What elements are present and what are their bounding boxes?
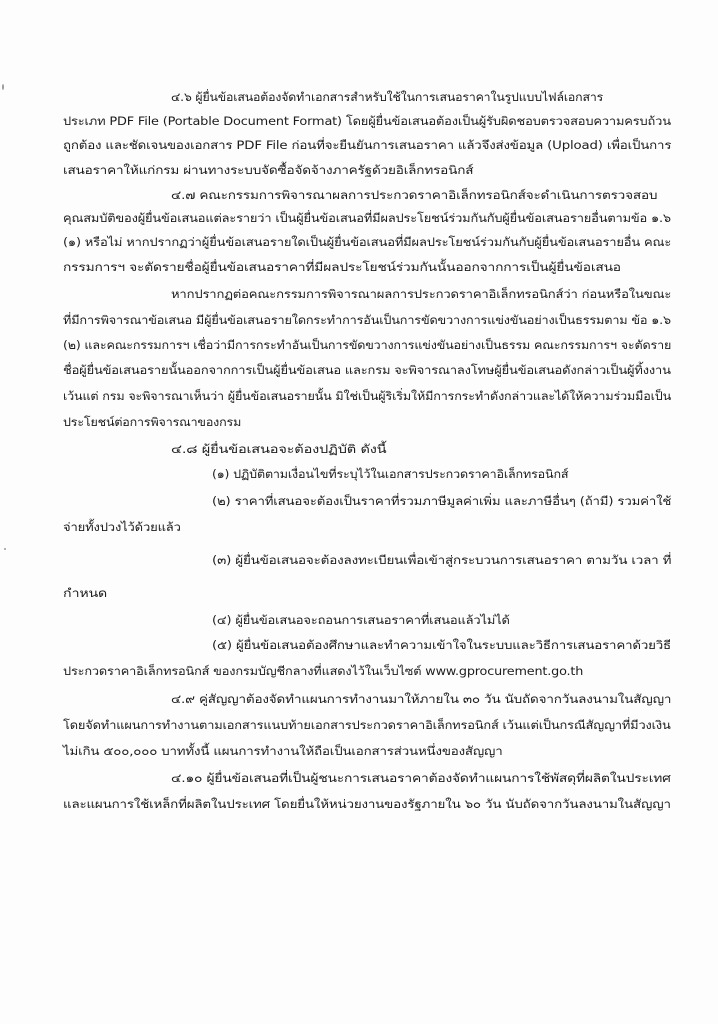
para-4-6-line-1: ๔.๖ ผู้ยื่นข้อเสนอต้องจัดทำเอกสารสำหรับใช้ในการเสนอราคาในรูปแบบไฟล์เอกสาร [171, 90, 604, 104]
para-4-6-line-4: เสนอราคาให้แก่กรม ผ่านทางระบบจัดซื้อจัดจ้างภาครัฐด้วยอิเล็กทรอนิกส์ [63, 163, 474, 177]
scan-speck [4, 548, 6, 550]
para-4-6-line-3: ถูกต้อง และชัดเจนของเอกสาร PDF File ก่อนที่จะยืนยันการเสนอราคา แล้วจึงส่งข้อมูล (Upload) เพื่อเป็นการ [63, 138, 672, 152]
item-4-8-2-line-2: จ่ายทั้งปวงไว้ด้วยแล้ว [63, 520, 181, 534]
para-4-9-line-3: ไม่เกิน ๕๐๐,๐๐๐ บาททั้งนี้ แผนการทำงานให้ถือเป็นเอกสารส่วนหนึ่งของสัญญา [63, 744, 503, 758]
para-4-7b-line-6: ประโยชน์ต่อการพิจารณาของกรม [63, 415, 242, 429]
item-4-8-2-line-1: (๒) ราคาที่เสนอจะต้องเป็นราคาที่รวมภาษีมูลค่าเพิ่ม และภาษีอื่นๆ (ถ้ามี) รวมค่าใช้ [212, 494, 672, 508]
item-4-8-3-line-2: กำหนด [63, 586, 108, 600]
para-4-10-line-1: ๔.๑๐ ผู้ยื่นข้อเสนอที่เป็นผู้ชนะการเสนอราคาต้องจัดทำแผนการใช้พัสดุที่ผลิตในประเทศ [171, 771, 671, 785]
item-4-8-4: (๔) ผู้ยื่นข้อเสนอจะถอนการเสนอราคาที่เสนอแล้วไม่ได้ [212, 613, 510, 627]
scan-speck [2, 84, 4, 90]
para-4-7b-line-5: เว้นแต่ กรม จะพิจารณาเห็นว่า ผู้ยื่นข้อเสนอรายนั้น มิใช่เป็นผู้ริเริ่มให้มีการกระทำดังกล่าวและได้ให้ความร่วมมือเป็น [63, 389, 672, 403]
item-4-8-5-line-1: (๕) ผู้ยื่นข้อเสนอต้องศึกษาและทำความเข้าใจในระบบและวิธีการเสนอราคาด้วยวิธี [212, 638, 672, 652]
item-4-8-1: (๑) ปฏิบัติตามเงื่อนไขที่ระบุไว้ในเอกสารประกวดราคาอิเล็กทรอนิกส์ [212, 467, 569, 481]
para-4-7-line-4: กรรมการฯ จะตัดรายชื่อผู้ยื่นข้อเสนอราคาที่มีผลประโยชน์ร่วมกันนั้นออกจากการเป็นผู้ยื่นข้อเสนอ [63, 260, 621, 274]
item-4-8-3-line-1: (๓) ผู้ยื่นข้อเสนอจะต้องลงทะเบียนเพื่อเข้าสู่กระบวนการเสนอราคา ตามวัน เวลา ที่ [212, 553, 672, 567]
para-4-7b-line-3: (๒) และคณะกรรมการฯ เชื่อว่ามีการกระทำอันเป็นการขัดขวางการแข่งขันอย่างเป็นธรรม คณะกรรมการฯ จะตัดราย [63, 338, 672, 352]
para-4-8-heading: ๔.๘ ผู้ยื่นข้อเสนอจะต้องปฏิบัติ ดังนี้ [171, 442, 387, 456]
para-4-7-line-2: คุณสมบัติของผู้ยื่นข้อเสนอแต่ละรายว่า เป็นผู้ยื่นข้อเสนอที่มีผลประโยชน์ร่วมกันกับผู้ยื่นข้อเสนอรายอื่นตามข้อ ๑.๖ [63, 211, 671, 225]
para-4-7-line-3: (๑) หรือไม่ หากปรากฏว่าผู้ยื่นข้อเสนอรายใดเป็นผู้ยื่นข้อเสนอที่มีผลประโยชน์ร่วมกันกับผู้ยื่นข้อเสนอรายอื่น คณะ [63, 235, 672, 249]
para-4-9-line-1: ๔.๙ คู่สัญญาต้องจัดทำแผนการทำงานมาให้ภายใน ๓๐ วัน นับถัดจากวันลงนามในสัญญา [171, 692, 672, 706]
para-4-9-line-2: โดยจัดทำแผนการทำงานตามเอกสารแนบท้ายเอกสารประกวดราคาอิเล็กทรอนิกส์ เว้นแต่เป็นกรณีสัญญาที่มีวงเงิน [63, 718, 671, 732]
item-4-8-5-line-2: ประกวดราคาอิเล็กทรอนิกส์ ของกรมบัญชีกลางที่แสดงไว้ในเว็บไซต์ www.gprocurement.go.th [63, 664, 584, 678]
para-4-7b-line-1: หากปรากฏต่อคณะกรรมการพิจารณาผลการประกวดราคาอิเล็กทรอนิกส์ว่า ก่อนหรือในขณะ [171, 287, 672, 301]
para-4-7-line-1: ๔.๗ คณะกรรมการพิจารณาผลการประกวดราคาอิเล็กทรอนิกส์จะดำเนินการตรวจสอบ [171, 188, 658, 202]
para-4-7b-line-2: ที่มีการพิจารณาข้อเสนอ มีผู้ยื่นข้อเสนอรายใดกระทำการอันเป็นการขัดขวางการแข่งขันอย่างเป็นธรรมตาม ข้อ ๑.๖ [63, 313, 671, 327]
para-4-10-line-2: และแผนการใช้เหล็กที่ผลิตในประเทศ โดยยื่นให้หน่วยงานของรัฐภายใน ๖๐ วัน นับถัดจากวันลงนามในสัญญา [63, 797, 671, 811]
para-4-6-line-2: ประเภท PDF File (Portable Document Format) โดยผู้ยื่นข้อเสนอต้องเป็นผู้รับผิดชอบตรวจสอบความครบถ้วน [63, 114, 671, 128]
para-4-7b-line-4: ชื่อผู้ยื่นข้อเสนอรายนั้นออกจากการเป็นผู้ยื่นข้อเสนอ และกรม จะพิจารณาลงโทษผู้ยื่นข้อเสนอดังกล่าวเป็นผู้ทิ้งงาน [63, 363, 671, 377]
